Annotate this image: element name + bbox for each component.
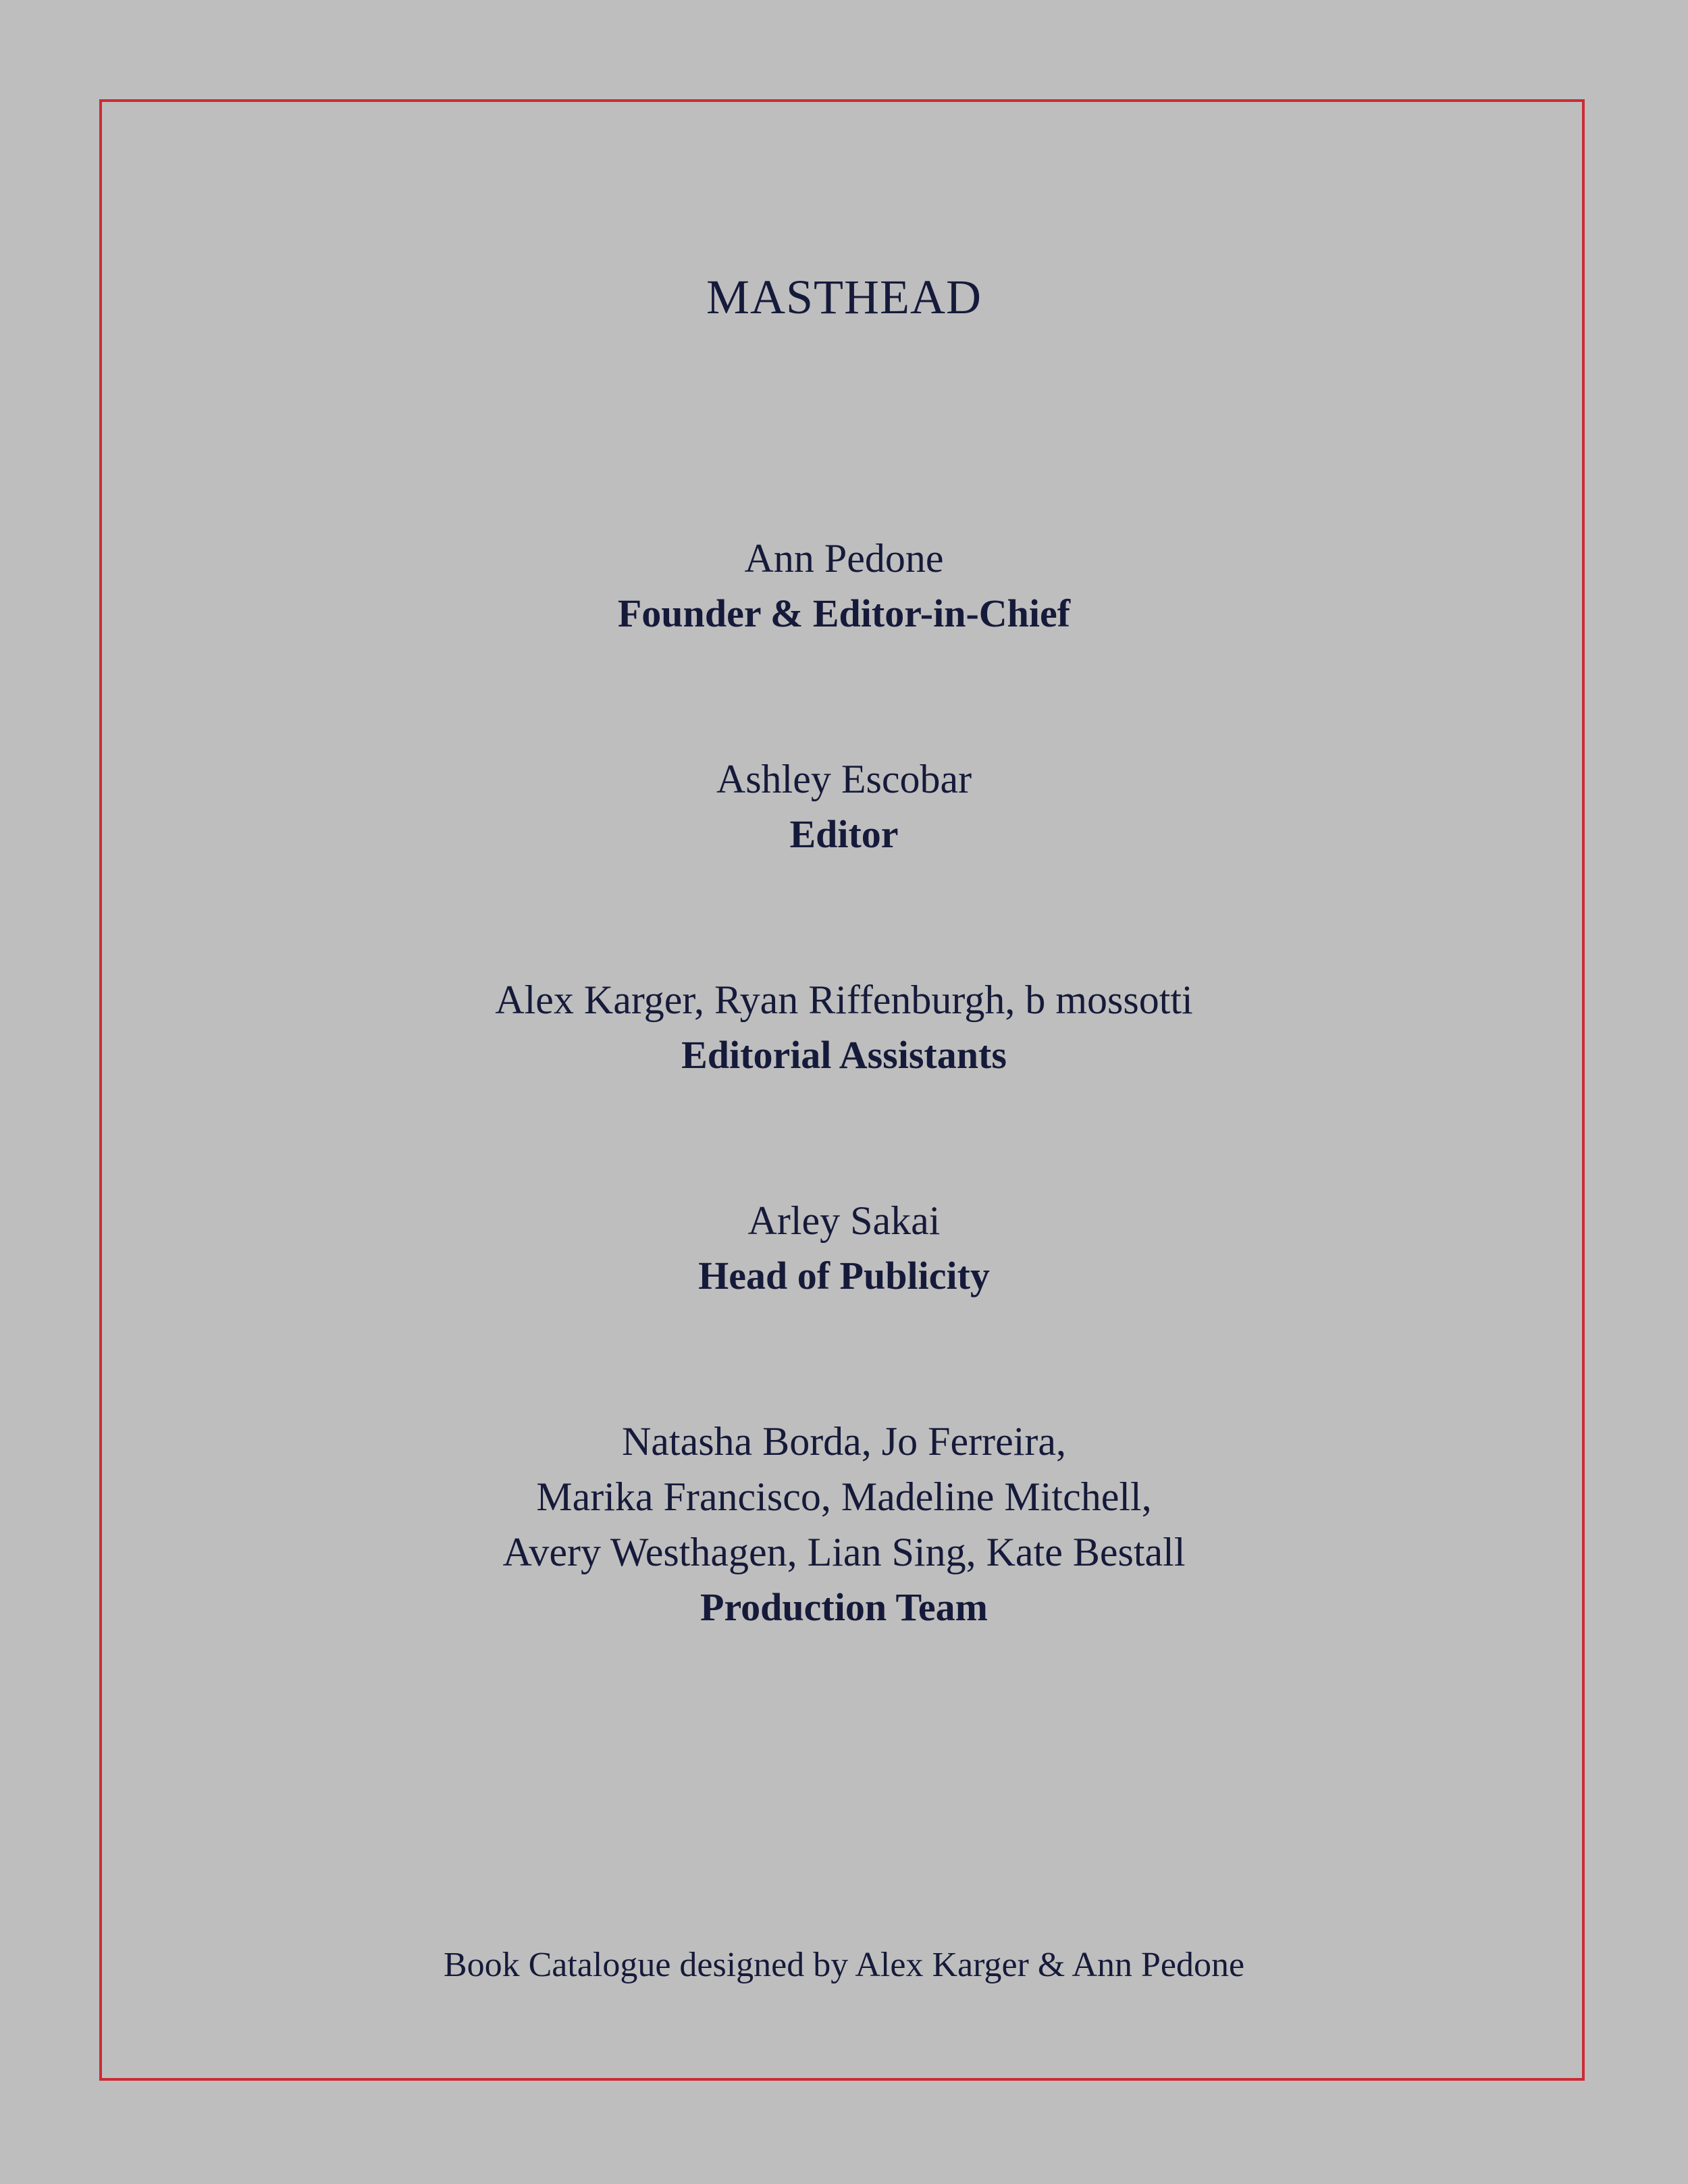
entry-role: Editorial Assistants [681,1033,1007,1077]
masthead-entry-production-team [0,1414,1688,1635]
entry-names-line-1: Natasha Borda, Jo Ferreira, [621,1419,1067,1464]
entry-role: Head of Publicity [698,1254,990,1298]
page-border [99,99,1585,2081]
entry-names-line-3: Avery Westhagen, Lian Sing, Kate Bestall [502,1530,1186,1574]
masthead-entry-publicity [0,1193,1688,1304]
entry-names: Ann Pedone [744,536,944,581]
masthead-entry-editor [0,751,1688,862]
entry-role: Founder & Editor-in-Chief [617,591,1071,635]
masthead-entry-editorial-assistants [0,972,1688,1083]
entry-names: Arley Sakai [747,1198,941,1243]
entry-role: Production Team [700,1585,988,1629]
entry-names-line-2: Marika Francisco, Madeline Mitchell, [536,1474,1152,1519]
entry-names: Ashley Escobar [716,757,972,801]
entry-names: Alex Karger, Ryan Riffenburgh, b mossotti [495,978,1193,1022]
entry-role: Editor [789,812,899,856]
masthead-entry-founder [0,531,1688,641]
design-credit: Book Catalogue designed by Alex Karger & Ann Pedone [443,1946,1245,1984]
page-title: MASTHEAD [706,270,982,324]
